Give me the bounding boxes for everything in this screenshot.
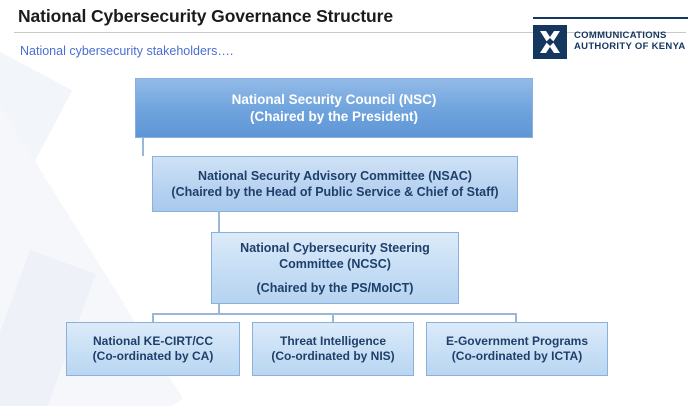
node-line-3: (Chaired by the PS/MoICT) bbox=[256, 281, 414, 295]
page-title: National Cybersecurity Governance Structure bbox=[18, 6, 393, 26]
node-line-1: National Cybersecurity Steering bbox=[240, 241, 430, 255]
logo-rule bbox=[533, 17, 688, 19]
connector-to-threat-intelligence bbox=[332, 313, 334, 322]
connector-to-kecirt bbox=[152, 313, 154, 322]
logo-line-1: COMMUNICATIONS bbox=[574, 30, 667, 42]
node-line-2: (Co-ordinated by NIS) bbox=[271, 349, 395, 363]
connector-bus bbox=[152, 313, 517, 315]
connector-nsac-ncsc bbox=[218, 212, 220, 232]
node-line-1: National KE-CIRT/CC bbox=[93, 333, 213, 348]
connector-nsc-nsac bbox=[142, 138, 144, 156]
node-line-2: (Co-ordinated by CA) bbox=[92, 349, 214, 363]
communications-authority-kenya-logo-icon bbox=[533, 25, 567, 59]
node-e-government-programs[interactable] bbox=[426, 322, 608, 376]
logo-line-2: AUTHORITY OF KENYA bbox=[574, 41, 686, 52]
node-line-2: (Chaired by the Head of Public Service & Chief of Staff) bbox=[171, 185, 499, 199]
slide-subtitle: National cybersecurity stakeholders…. bbox=[20, 44, 234, 58]
node-national-security-advisory-committee[interactable] bbox=[152, 156, 518, 212]
connector-to-e-government bbox=[515, 313, 517, 322]
node-line-2: (Co-ordinated by ICTA) bbox=[451, 349, 583, 363]
node-national-ke-cirt-cc[interactable] bbox=[66, 322, 240, 376]
node-national-cybersecurity-steering-committee[interactable] bbox=[211, 232, 459, 304]
node-line-1: National Security Advisory Committee (NSAC) bbox=[198, 169, 472, 183]
node-line-2: Committee (NCSC) bbox=[279, 257, 391, 271]
node-line-1: National Security Council (NSC) bbox=[231, 91, 437, 107]
node-national-security-council[interactable] bbox=[135, 78, 533, 138]
organization-logo bbox=[533, 22, 688, 62]
node-threat-intelligence[interactable] bbox=[252, 322, 414, 376]
node-line-1: E-Government Programs bbox=[445, 333, 589, 348]
logo-text bbox=[574, 31, 686, 53]
node-line-2: (Chaired by the President) bbox=[249, 109, 419, 124]
node-line-1: Threat Intelligence bbox=[279, 333, 387, 348]
